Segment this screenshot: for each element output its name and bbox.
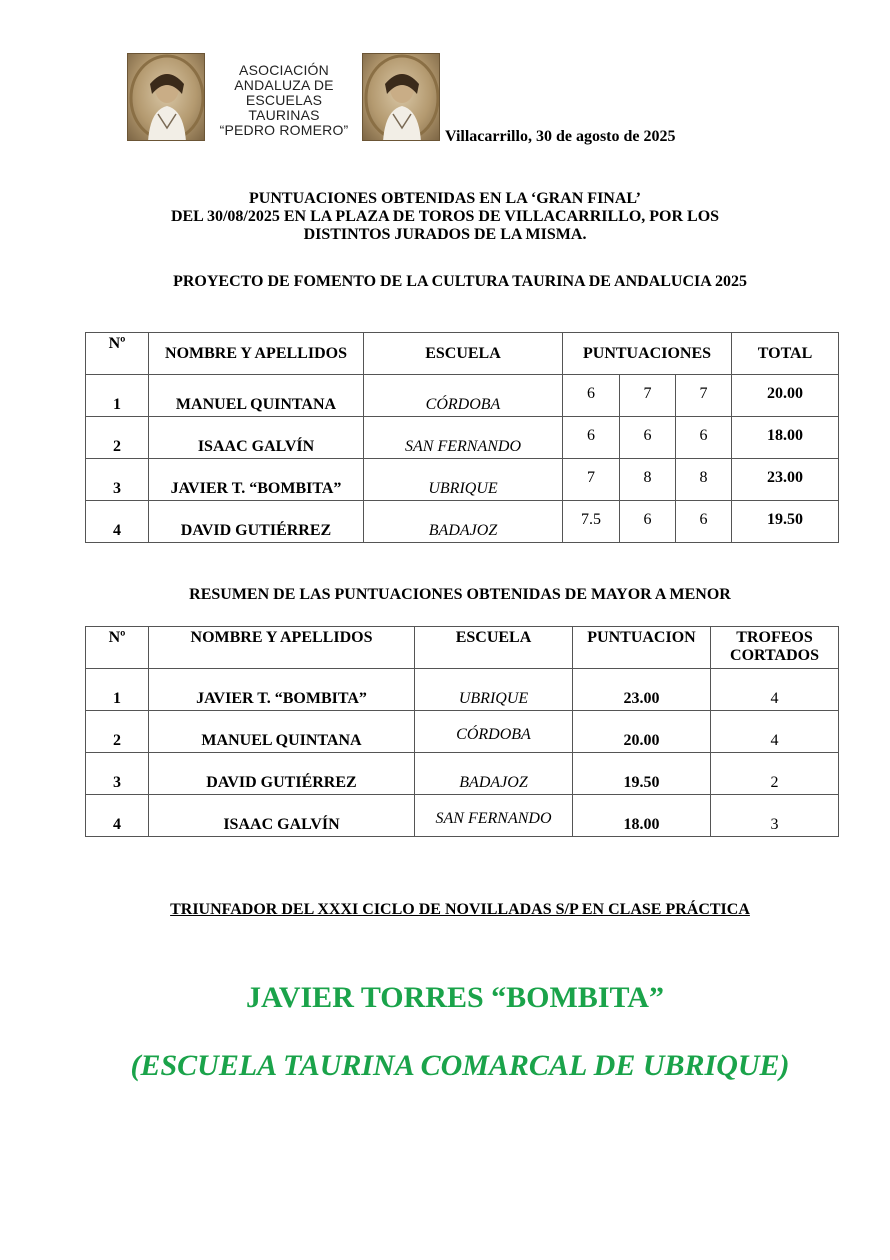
summary-title: RESUMEN DE LAS PUNTUACIONES OBTENIDAS DE MAYOR A MENOR — [189, 586, 731, 603]
summary-header-trophies-line1: TROFEOS — [736, 629, 813, 646]
row-school: UBRIQUE — [364, 459, 563, 501]
summary-header-trophies — [711, 627, 839, 669]
logo-line-2: ANDALUZA DE — [234, 77, 334, 93]
summary-trophies: 2 — [711, 753, 839, 795]
summary-trophies: 4 — [711, 669, 839, 711]
row-num: 2 — [86, 417, 149, 459]
row-num: 3 — [86, 459, 149, 501]
summary-name: DAVID GUTIÉRREZ — [149, 753, 415, 795]
summary-name: ISAAC GALVÍN — [149, 795, 415, 837]
row-score-2: 7 — [620, 375, 676, 417]
heading-line-1: PUNTUACIONES OBTENIDAS EN LA ‘GRAN FINAL’ — [249, 190, 641, 207]
summary-score: 19.50 — [573, 753, 711, 795]
table-row — [86, 417, 839, 459]
row-score-2: 8 — [620, 459, 676, 501]
row-school: BADAJOZ — [364, 501, 563, 543]
row-total: 19.50 — [732, 501, 839, 543]
summary-school: BADAJOZ — [415, 753, 573, 795]
row-school: SAN FERNANDO — [364, 417, 563, 459]
summary-score: 23.00 — [573, 669, 711, 711]
row-score-3: 7 — [676, 375, 732, 417]
header-school: ESCUELA — [364, 333, 563, 375]
summary-header-num: Nº — [86, 627, 149, 669]
row-score-3: 8 — [676, 459, 732, 501]
row-num: 4 — [86, 501, 149, 543]
heading-line-2: DEL 30/08/2025 EN LA PLAZA DE TOROS DE VILLACARRILLO, POR LOS — [170, 208, 720, 225]
winner-title: TRIUNFADOR DEL XXXI CICLO DE NOVILLADAS S/P EN CLASE PRÁCTICA — [170, 901, 750, 918]
table-row — [86, 501, 839, 543]
logo-line-1: ASOCIACIÓN — [239, 62, 329, 78]
summary-num: 3 — [86, 753, 149, 795]
summary-row — [86, 795, 839, 837]
row-score-1: 7.5 — [563, 501, 620, 543]
summary-row — [86, 753, 839, 795]
row-total: 18.00 — [732, 417, 839, 459]
summary-score: 18.00 — [573, 795, 711, 837]
summary-name: MANUEL QUINTANA — [149, 711, 415, 753]
summary-school: CÓRDOBA — [415, 711, 573, 753]
table-row — [86, 459, 839, 501]
summary-num: 4 — [86, 795, 149, 837]
summary-table — [85, 626, 839, 837]
header-total: TOTAL — [732, 333, 839, 375]
summary-school: SAN FERNANDO — [415, 795, 573, 837]
row-score-1: 7 — [563, 459, 620, 501]
row-score-2: 6 — [620, 501, 676, 543]
row-score-3: 6 — [676, 417, 732, 459]
portrait-image-right — [362, 53, 440, 141]
row-name: JAVIER T. “BOMBITA” — [149, 459, 364, 501]
row-score-3: 6 — [676, 501, 732, 543]
summary-num: 2 — [86, 711, 149, 753]
table-row — [86, 375, 839, 417]
association-logo-text — [210, 63, 358, 138]
summary-trophies: 4 — [711, 711, 839, 753]
project-title: PROYECTO DE FOMENTO DE LA CULTURA TAURINA DE ANDALUCIA 2025 — [173, 273, 747, 290]
row-score-1: 6 — [563, 375, 620, 417]
summary-header-score: PUNTUACION — [573, 627, 711, 669]
logo-line-3: ESCUELAS TAURINAS — [245, 92, 323, 123]
row-total: 20.00 — [732, 375, 839, 417]
header-num: Nº — [86, 333, 149, 375]
winner-school: (ESCUELA TAURINA COMARCAL DE UBRIQUE) — [130, 1049, 790, 1082]
summary-header-school: ESCUELA — [415, 627, 573, 669]
heading-line-3: DISTINTOS JURADOS DE LA MISMA. — [303, 226, 587, 243]
table-header-row — [86, 333, 839, 375]
row-name: DAVID GUTIÉRREZ — [149, 501, 364, 543]
portrait-image-left — [127, 53, 205, 141]
summary-name: JAVIER T. “BOMBITA” — [149, 669, 415, 711]
summary-trophies: 3 — [711, 795, 839, 837]
summary-header-name: NOMBRE Y APELLIDOS — [149, 627, 415, 669]
row-school: CÓRDOBA — [364, 375, 563, 417]
row-name: MANUEL QUINTANA — [149, 375, 364, 417]
row-score-1: 6 — [563, 417, 620, 459]
row-total: 23.00 — [732, 459, 839, 501]
summary-school: UBRIQUE — [415, 669, 573, 711]
summary-row — [86, 711, 839, 753]
summary-num: 1 — [86, 669, 149, 711]
header-name: NOMBRE Y APELLIDOS — [149, 333, 364, 375]
summary-header-row — [86, 627, 839, 669]
scores-table — [85, 332, 839, 543]
logo-line-4: “PEDRO ROMERO” — [219, 122, 349, 138]
row-name: ISAAC GALVÍN — [149, 417, 364, 459]
row-num: 1 — [86, 375, 149, 417]
summary-header-trophies-line2: CORTADOS — [730, 647, 819, 664]
document-date: Villacarrillo, 30 de agosto de 2025 — [445, 128, 676, 145]
row-score-2: 6 — [620, 417, 676, 459]
summary-score: 20.00 — [573, 711, 711, 753]
header-scores: PUNTUACIONES — [563, 333, 732, 375]
summary-row — [86, 669, 839, 711]
document-heading — [0, 190, 890, 244]
winner-name: JAVIER TORRES “BOMBITA” — [246, 981, 664, 1014]
